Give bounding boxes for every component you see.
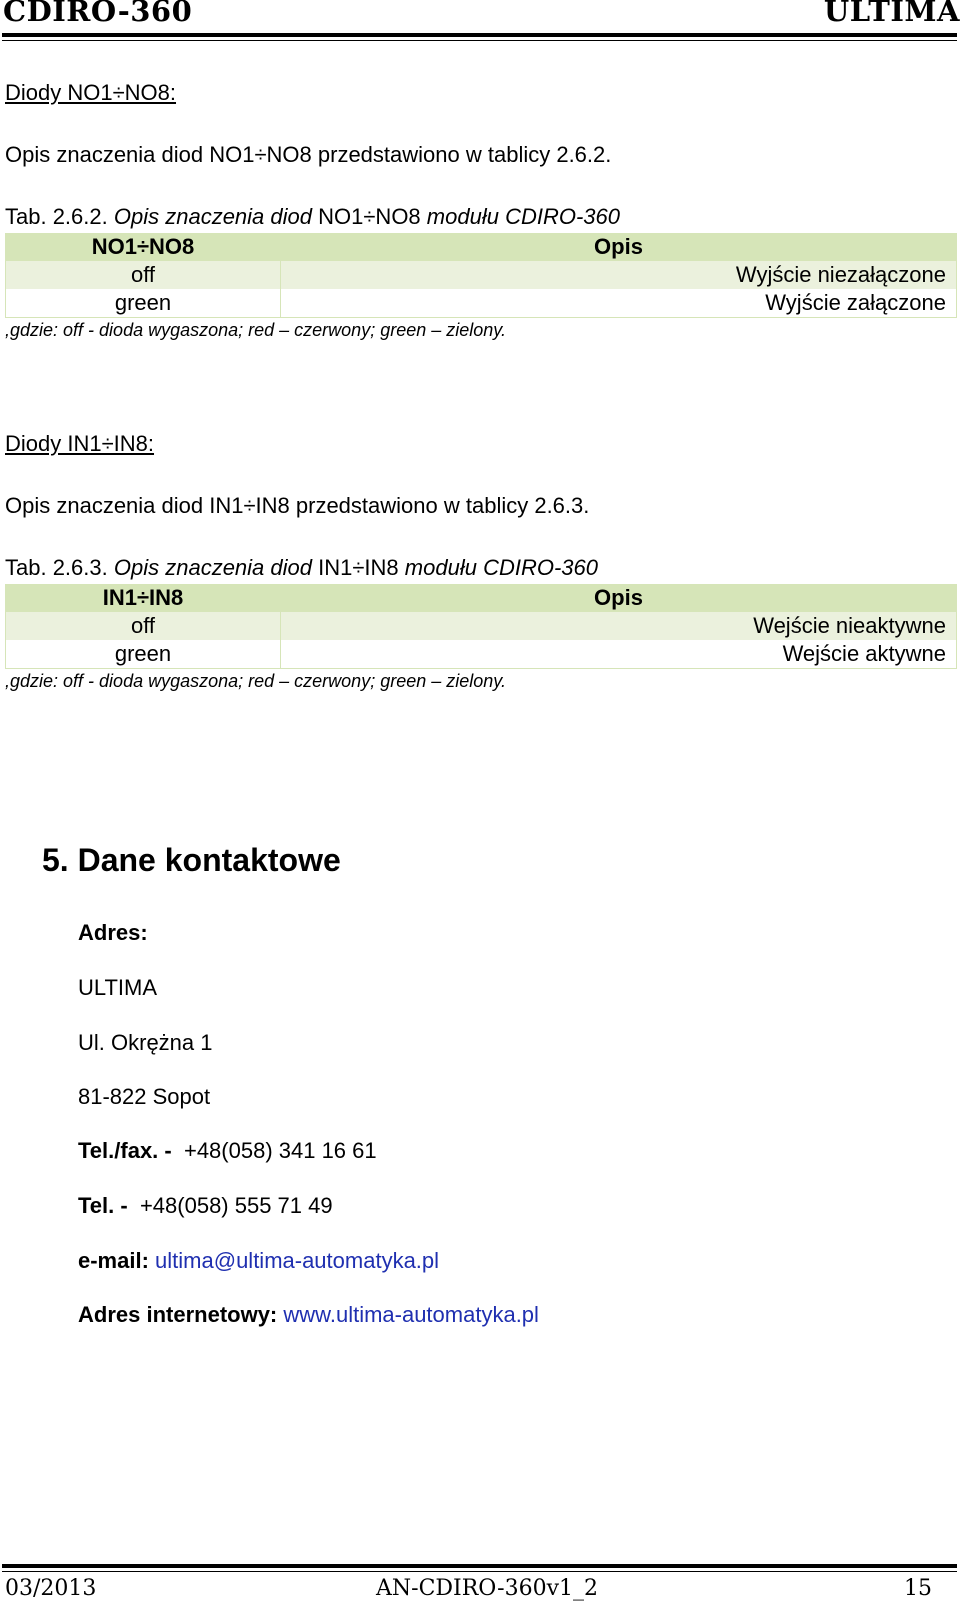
table-header-col1: IN1÷IN8 — [6, 584, 281, 612]
section-in-heading: Diody IN1÷IN8: — [5, 431, 155, 456]
page-number: 15 — [904, 1576, 932, 1601]
table-row — [6, 612, 957, 640]
company-name: ULTIMA — [78, 975, 158, 1000]
address-label — [78, 920, 148, 946]
header-rule-thick — [2, 33, 957, 37]
contact-heading: 5. Dane kontaktowe — [42, 842, 341, 878]
caption-prefix: Tab. 2.6.3. — [5, 555, 108, 580]
www-line — [78, 1302, 539, 1328]
caption-range: IN1÷IN8 — [318, 555, 399, 580]
footer-doc-id: AN-CDIRO-360v1_2 — [376, 1576, 598, 1601]
table-header-row — [6, 584, 957, 612]
led-description: Wyjście załączone — [281, 289, 957, 318]
header-company: ULTIMA — [823, 0, 960, 28]
table-header-col2: Opis — [281, 233, 957, 261]
led-state: green — [6, 640, 281, 669]
led-state: off — [6, 261, 281, 289]
table-header-col1: NO1÷NO8 — [6, 233, 281, 261]
section-no-heading: Diody NO1÷NO8: — [5, 80, 177, 105]
led-state: green — [6, 289, 281, 318]
caption-prefix: Tab. 2.6.2. — [5, 204, 108, 229]
table-in-caption — [5, 555, 598, 581]
table-header-row — [6, 233, 957, 261]
caption-text: Opis znaczenia diod — [113, 555, 312, 580]
table-no — [5, 233, 957, 318]
section-no-intro: Opis znaczenia diod NO1÷NO8 przedstawiono w tablicy 2.6.2. — [5, 142, 612, 167]
www-label: Adres internetowy: — [78, 1302, 278, 1327]
city-address: 81-822 Sopot — [78, 1084, 211, 1109]
table-in — [5, 584, 957, 669]
tel-line — [78, 1193, 333, 1219]
email-link[interactable]: ultima@ultima-automatyka.pl — [155, 1248, 440, 1273]
caption-module: modułu CDIRO-360 — [404, 555, 598, 580]
www-link[interactable]: www.ultima-automatyka.pl — [283, 1302, 539, 1327]
footer-rule-thin — [2, 1571, 957, 1572]
tel-value: +48(058) 555 71 49 — [139, 1193, 333, 1218]
email-label: e-mail: — [78, 1248, 149, 1273]
section-in-intro: Opis znaczenia diod IN1÷IN8 przedstawiono w tablicy 2.6.3. — [5, 493, 590, 518]
table-no-caption — [5, 204, 620, 230]
telfax-value: +48(058) 341 16 61 — [183, 1138, 377, 1163]
telfax-label: Tel./fax. - — [78, 1138, 172, 1163]
led-state: off — [6, 612, 281, 640]
address-label-text: Adres: — [78, 920, 148, 945]
table-header-col2: Opis — [281, 584, 957, 612]
led-description: Wyjście niezałączone — [281, 261, 957, 289]
table-no-legend: ,gdzie: off - dioda wygaszona; red – czerwony; green – zielony. — [5, 320, 506, 340]
table-in-legend: ,gdzie: off - dioda wygaszona; red – czerwony; green – zielony. — [5, 671, 506, 691]
tel-label: Tel. - — [78, 1193, 128, 1218]
header-rule-thin — [2, 40, 957, 41]
caption-text: Opis znaczenia diod — [113, 204, 312, 229]
footer-date: 03/2013 — [5, 1576, 97, 1601]
table-row — [6, 261, 957, 289]
table-row — [6, 640, 957, 669]
caption-range: NO1÷NO8 — [318, 204, 421, 229]
header-product: CDIRO-360 — [3, 0, 193, 28]
footer-rule-thick — [2, 1564, 957, 1568]
street-address: Ul. Okrężna 1 — [78, 1030, 213, 1055]
caption-module: modułu CDIRO-360 — [426, 204, 620, 229]
led-description: Wejście nieaktywne — [281, 612, 957, 640]
telfax-line — [78, 1138, 377, 1164]
email-line — [78, 1248, 439, 1274]
table-row — [6, 289, 957, 318]
led-description: Wejście aktywne — [281, 640, 957, 669]
